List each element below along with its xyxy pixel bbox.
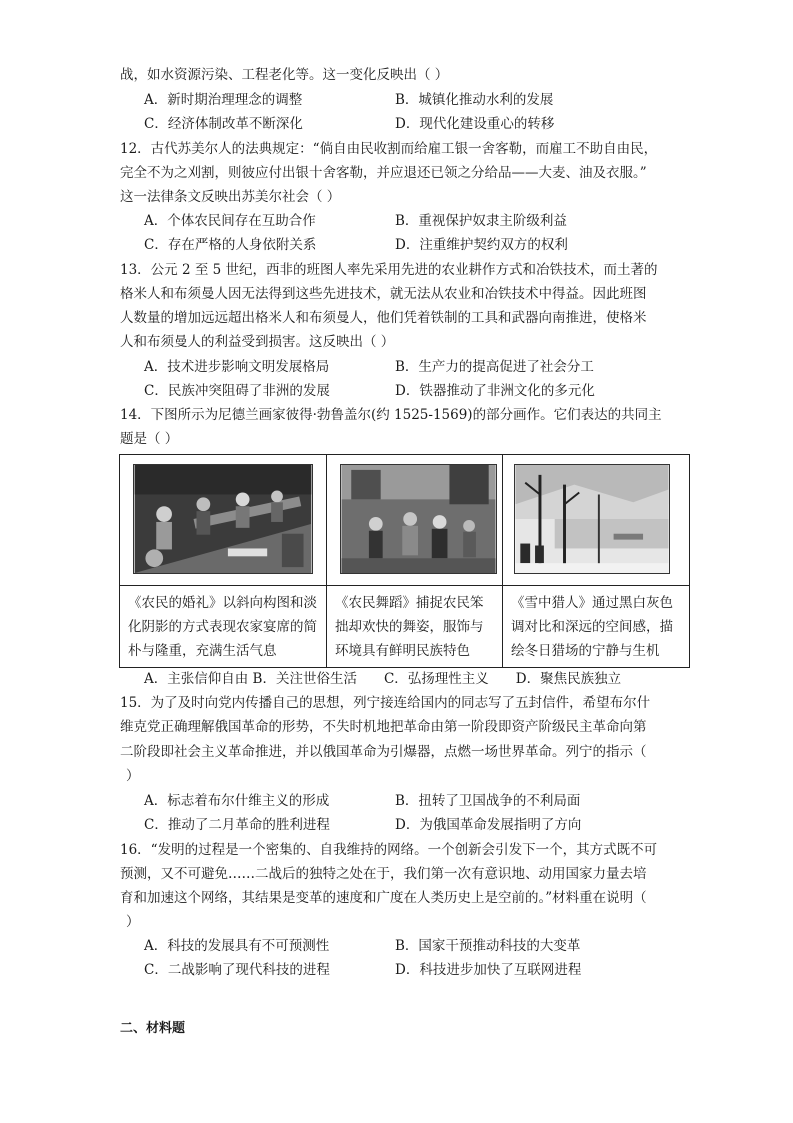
q13-stem-line-1: 13．公元 2 至 5 世纪，西非的班图人率先采用先进的农业耕作方式和冶铁技术，而土著的 bbox=[120, 262, 658, 278]
q11-option-d: D．现代化建设重心的转移 bbox=[395, 116, 555, 132]
q15-option-a: A．标志着布尔什维主义的形成 bbox=[144, 793, 330, 809]
q11-option-a: A．新时期治理理念的调整 bbox=[144, 92, 303, 108]
q12-stem-line-2: 完全不为之刈割，则彼应付出银十舍客勒，并应退还已领之分给品——大麦、油及衣服。” bbox=[120, 165, 647, 181]
table-cell-hunters bbox=[503, 455, 689, 667]
q15-option-d: D．为俄国革命发展指明了方向 bbox=[395, 817, 582, 833]
q14-stem-line-2: 题是（ ） bbox=[120, 431, 179, 447]
q14-options: A．主张信仰自由 B．关注世俗生活 C．弘扬理性主义 D．聚焦民族独立 bbox=[144, 671, 622, 687]
q12-option-a: A．个体农民间存在互助合作 bbox=[144, 213, 316, 229]
q11-option-b: B．城镇化推动水利的发展 bbox=[395, 92, 554, 108]
q15-stem-line-1: 15．为了及时向党内传播自己的思想，列宁接连给国内的同志写了五封信件，希望布尔什 bbox=[120, 695, 651, 711]
q13-option-b: B．生产力的提高促进了社会分工 bbox=[395, 359, 594, 375]
q16-option-a: A．科技的发展具有不可预测性 bbox=[144, 938, 330, 954]
q16-option-b: B．国家干预推动科技的大变革 bbox=[395, 938, 581, 954]
painting-caption-wedding: 《农民的婚礼》以斜向构图和淡化阴影的方式表现农家宴席的简朴与隆重，充满生活气息 bbox=[128, 595, 317, 659]
q16-option-d: D．科技进步加快了互联网进程 bbox=[395, 962, 582, 978]
q16-stem-line-2: 预测，又不可避免……二战后的独特之处在于，我们第一次有意识地、动用国家力量去培 bbox=[120, 866, 647, 882]
q16-stem-line-3: 育和加速这个网络，其结果是变革的速度和广度在人类历史上是空前的。”材料重在说明（ bbox=[120, 890, 647, 906]
q13-stem-line-2: 格米人和布须曼人因无法得到这些先进技术，就无法从农业和冶铁技术中得益。因此班图 bbox=[120, 286, 647, 302]
q11-stem-line: 战，如水资源污染、工程老化等。这一变化反映出（ ） bbox=[120, 67, 449, 83]
q12-stem-line-1: 12．古代苏美尔人的法典规定：“倘自由民收割而给雇工银一舍客勒，而雇工不助自由民， bbox=[120, 141, 658, 157]
q15-stem-line-3: 二阶段即社会主义革命推进，并以俄国革命为引爆器，点燃一场世界革命。列宁的指示（ bbox=[120, 744, 647, 760]
q12-option-b: B．重视保护奴隶主阶级利益 bbox=[395, 213, 567, 229]
q12-stem-line-3: 这一法律条文反映出苏美尔社会（ ） bbox=[120, 189, 341, 205]
q14-stem-line-1: 14．下图所示为尼德兰画家彼得·勃鲁盖尔(约 1525-1569)的部分画作。它们表达的共同主 bbox=[120, 407, 662, 423]
painting-caption-dance: 《农民舞蹈》捕捉农民笨拙却欢快的舞姿，服饰与环境具有鲜明民族特色 bbox=[335, 595, 484, 659]
q15-option-c: C．推动了二月革命的胜利进程 bbox=[144, 817, 330, 833]
q13-option-d: D．铁器推动了非洲文化的多元化 bbox=[395, 383, 595, 399]
q16-stem-line-1: 16．“发明的过程是一个密集的、自我维持的网络。一个创新会引发下一个，其方式既不可 bbox=[120, 842, 658, 858]
q12-option-c: C．存在严格的人身依附关系 bbox=[144, 237, 317, 253]
q15-option-b: B．扭转了卫国战争的不利局面 bbox=[395, 793, 581, 809]
q13-stem-line-3: 人数量的增加远远超出格米人和布须曼人，他们凭着铁制的工具和武器向南推进，使格米 bbox=[120, 310, 647, 326]
painting-peasant-wedding-image bbox=[133, 464, 313, 574]
q16-option-c: C．二战影响了现代科技的进程 bbox=[144, 962, 330, 978]
table-cell-wedding bbox=[120, 455, 327, 667]
section-heading: 二、材料题 bbox=[120, 1021, 186, 1036]
q12-option-d: D．注重维护契约双方的权利 bbox=[395, 237, 568, 253]
q13-stem-line-4: 人和布须曼人的利益受到损害。这反映出（ ） bbox=[120, 334, 395, 350]
painting-peasant-dance-image bbox=[340, 464, 497, 574]
paintings-table bbox=[119, 454, 690, 668]
q11-option-c: C．经济体制改革不断深化 bbox=[144, 116, 303, 132]
q16-stem-line-4: ） bbox=[126, 914, 140, 930]
q15-stem-line-2: 维克党正确理解俄国革命的形势，不失时机地把革命由第一阶段即资产阶级民主革命向第 bbox=[120, 719, 647, 735]
painting-caption-hunters: 《雪中猎人》通过黑白灰色调对比和深远的空间感，描绘冬日猎场的宁静与生机 bbox=[511, 595, 673, 659]
q13-option-a: A．技术进步影响文明发展格局 bbox=[144, 359, 330, 375]
q13-option-c: C．民族冲突阻碍了非洲的发展 bbox=[144, 383, 330, 399]
painting-hunters-in-snow-image bbox=[514, 464, 670, 574]
table-cell-dance bbox=[327, 455, 503, 667]
q15-stem-line-4: ） bbox=[126, 768, 140, 784]
